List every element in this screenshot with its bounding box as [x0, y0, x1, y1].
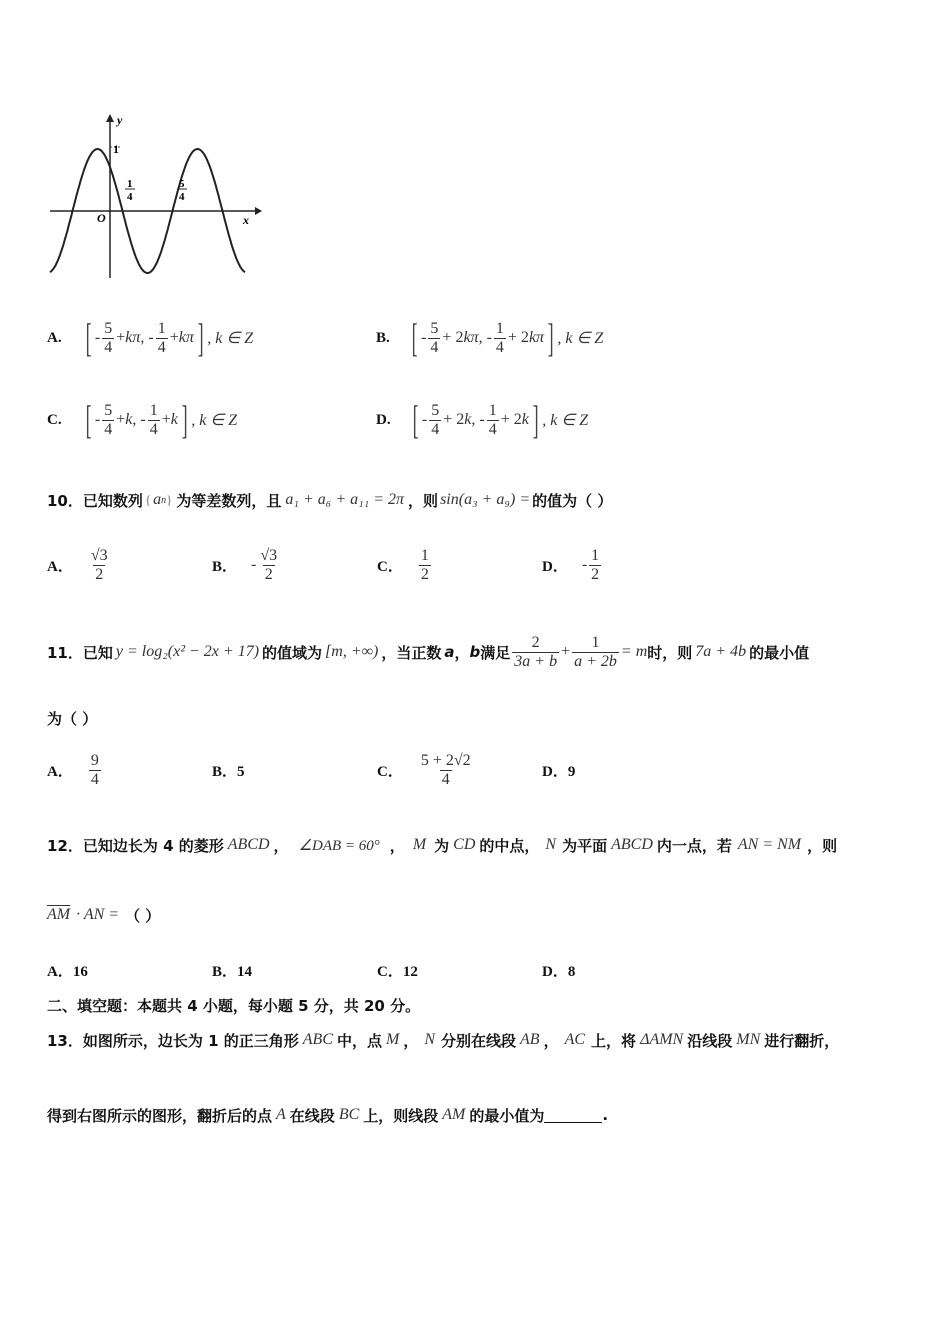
q13-text: 上，将	[591, 1031, 637, 1050]
fraction: $\frac{5}{4}$	[104, 401, 113, 438]
q9-option-a[interactable]: A. [ - $\frac{5}{4}$ + kπ , - $\frac{1}{4}$ + kπ ] , k ∈ Z	[47, 315, 254, 360]
q11-sep: ，	[454, 643, 470, 662]
plane-label: ABCD	[611, 836, 653, 853]
k-in-z: , k ∈ Z	[207, 330, 254, 347]
sine-graph	[40, 110, 270, 285]
option-label: A．	[47, 763, 73, 780]
q11-text: 为（ ）	[47, 710, 98, 728]
segment-ac: AC	[564, 1031, 586, 1048]
origin-label: O	[97, 211, 106, 225]
q10-text: 的值为（ ）	[532, 491, 613, 510]
q13-text: 13．如图所示，边长为 1 的正三角形	[47, 1031, 299, 1050]
var-b: b	[469, 643, 481, 661]
bracket: ]	[547, 315, 554, 360]
option-label: A．16	[47, 963, 88, 980]
q12-option-a[interactable]	[47, 960, 88, 980]
q10-stem: 10．已知数列 { a n } 为等差数列，且 a₁ + a₆ + a₁₁ = 2π ，则 sin(a₃ + a₉) = 的值为（ ）	[47, 491, 613, 510]
point-a: A	[276, 1106, 286, 1123]
bracket: [	[85, 315, 92, 360]
q12-text: 为平面	[562, 836, 608, 855]
option-label: B.	[376, 329, 390, 346]
q11-text: 的值域为	[262, 643, 323, 662]
y-axis-arrow	[106, 114, 114, 122]
point-m: M	[412, 836, 427, 853]
q11-option-d[interactable]	[542, 745, 575, 795]
segment-ab: AB	[520, 1031, 540, 1048]
bracket: [	[411, 315, 418, 360]
q13-text: 上，则线段	[363, 1106, 439, 1125]
fraction: $\frac{1}{4}$	[495, 319, 504, 356]
option-label: C．	[377, 763, 403, 780]
q11-function: y = log₂(x² − 2x + 17)	[115, 643, 260, 660]
q13-text: 在线段	[289, 1106, 335, 1125]
angle-condition: ∠DAB = 60°	[298, 837, 380, 854]
q13-stem-line2	[47, 1095, 608, 1135]
q12-dot-product	[47, 900, 160, 930]
triangle-amn: ΔAMN	[640, 1031, 684, 1048]
q10-option-c[interactable]	[377, 540, 433, 590]
q12-text: 的中点，	[479, 836, 540, 855]
tick-five-quarter-den: 4	[179, 191, 185, 203]
q12-option-b[interactable]	[212, 960, 252, 980]
q11-text: ，当正数	[381, 643, 442, 662]
q11-option-b[interactable]	[212, 745, 245, 795]
sequence-symbol: a	[153, 491, 162, 508]
dot-expression: · AN =	[76, 906, 120, 923]
q12-condition: AN = NM	[737, 836, 802, 853]
q11-option-c[interactable]	[377, 745, 475, 795]
segment-mn: MN	[736, 1031, 761, 1048]
q12-text: （ ）	[125, 906, 161, 925]
bracket: [	[85, 397, 92, 442]
q11-stem: 11．已知 y = log₂(x² − 2x + 17) 的值域为 [m, +∞) ，当正数 a ， b 满足 $\frac{2}{3a + b}$ + $\frac{1}{a + 2b}$ = m 时，则 7a + 4b 的最小值	[47, 633, 810, 670]
option-label: B．	[212, 558, 238, 575]
fraction: $\frac{5}{4}$	[431, 401, 440, 438]
var-a: a	[444, 643, 455, 661]
fraction: $\frac{2}{3a + b}$	[514, 633, 558, 670]
option-label: D．8	[542, 963, 576, 980]
q10-expression: sin(a₃ + a₉) =	[440, 491, 531, 508]
bracket: ]	[532, 397, 539, 442]
q13-text: 中，点	[336, 1031, 382, 1050]
q12-text: 内一点，若	[656, 836, 732, 855]
q11-target: 7a + 4b	[695, 643, 747, 660]
fraction: $\frac{1}{4}$	[157, 319, 166, 356]
option-label: A.	[47, 329, 62, 346]
fraction: $\frac{1}{2}$	[420, 546, 429, 583]
bracket: ]	[181, 397, 188, 442]
option-label: D．	[542, 558, 568, 575]
fraction: $\frac{9}{4}$	[90, 751, 99, 788]
y-axis-label: y	[117, 113, 123, 127]
q11-text: 11．已知	[47, 643, 113, 662]
vector-am: $\overline{AM}$	[47, 906, 71, 923]
segment-am: AM	[442, 1106, 466, 1123]
q10-option-a[interactable]	[47, 540, 112, 590]
q11-text: 满足	[480, 643, 511, 662]
q13-text: 的最小值为	[469, 1106, 545, 1125]
fraction: $\frac{√3}{2}$	[260, 546, 278, 583]
option-label: D．9	[542, 763, 576, 780]
q9-option-c[interactable]: C. [ - $\frac{5}{4}$ + k , - $\frac{1}{4}$ + k ] , k ∈ Z	[47, 397, 238, 442]
q11-option-a[interactable]	[47, 745, 103, 795]
q12-option-d[interactable]	[542, 960, 575, 980]
bracket: [	[412, 397, 419, 442]
q13-text: 得到右图所示的图形，翻折后的点	[47, 1106, 273, 1125]
tick-quarter-den: 4	[127, 191, 133, 203]
point-n: N	[545, 836, 557, 853]
q9-option-d[interactable]: D. [ - $\frac{5}{4}$ + 2 k , - $\frac{1}{4}$ + 2 k ] , k ∈ Z	[376, 397, 589, 442]
q12-sep: ，	[389, 836, 405, 855]
fraction: $\frac{1}{4}$	[149, 401, 158, 438]
section-heading: 二、填空题：本题共 4 小题，每小题 5 分，共 20 分。	[47, 997, 421, 1015]
q13-stem-line1: 13．如图所示，边长为 1 的正三角形 ABC 中，点 M ， N 分别在线段 AB ， AC 上，将 ΔAMN 沿线段 MN 进行翻折，	[47, 1031, 840, 1050]
rhombus-label: ABCD	[227, 836, 270, 853]
segment-bc: BC	[338, 1106, 360, 1123]
q10-option-d[interactable]: D． - $\frac{1}{2}$	[542, 546, 600, 583]
x-axis-arrow	[255, 207, 262, 215]
k-in-z: , k ∈ Z	[191, 412, 238, 429]
fraction: $\frac{1}{4}$	[488, 401, 497, 438]
point-n: N	[424, 1031, 436, 1048]
option-label: B．14	[212, 963, 253, 980]
tick-quarter-num: 1	[127, 178, 133, 190]
option-label: C.	[47, 411, 62, 428]
q12-sep: ，	[273, 836, 289, 855]
q10-condition: a₁ + a₆ + a₁₁ = 2π	[285, 491, 405, 508]
q13-text: 进行翻折，	[764, 1031, 840, 1050]
q11-text: 时，则	[647, 643, 693, 662]
option-label: B．5	[212, 763, 245, 780]
answer-blank[interactable]	[544, 1108, 602, 1123]
q12-text: ，则	[807, 836, 838, 855]
x-axis-label: x	[243, 213, 249, 227]
point-m: M	[386, 1031, 400, 1048]
q11-range: [m, +∞)	[325, 643, 379, 660]
q13-text: 分别在线段	[441, 1031, 517, 1050]
option-label: D.	[376, 411, 391, 428]
option-label: C．12	[377, 963, 418, 980]
triangle-label: ABC	[302, 1031, 333, 1048]
q12-text: 为	[434, 836, 450, 855]
fraction: $\frac{5}{4}$	[430, 319, 439, 356]
fraction: $\frac{√3}{2}$	[90, 546, 108, 583]
fraction: $\frac{5}{4}$	[104, 319, 113, 356]
q10-text: 10．已知数列	[47, 491, 143, 510]
bracket: ]	[197, 315, 204, 360]
q11-text: 的最小值	[749, 643, 810, 662]
q12-option-c[interactable]	[377, 960, 418, 980]
q10-text: 为等差数列，且	[176, 491, 282, 510]
fraction: $\frac{1}{a + 2b}$	[574, 633, 617, 670]
k-in-z: , k ∈ Z	[542, 412, 589, 429]
q10-option-b[interactable]: B． - $\frac{√3}{2}$	[212, 546, 278, 583]
k-in-z: , k ∈ Z	[557, 330, 604, 347]
fraction: $\frac{1}{2}$	[591, 546, 600, 583]
q10-text: ，则	[408, 491, 439, 510]
q9-option-b[interactable]: B. [ - $\frac{5}{4}$ + 2 kπ , - $\frac{1}{4}$ + 2 kπ ] , k ∈ Z	[376, 315, 604, 360]
fraction: $\frac{5 + 2√2}{4}$	[420, 751, 471, 788]
tick-five-quarter-num: 5	[179, 178, 185, 190]
q12-stem	[47, 825, 837, 865]
option-label: A．	[47, 558, 73, 575]
option-label: C．	[377, 558, 403, 575]
segment-cd: CD	[453, 836, 476, 853]
q13-text: 沿线段	[687, 1031, 733, 1050]
y-tick-one: 1	[113, 142, 119, 156]
q12-text: 12．已知边长为 4 的菱形	[47, 836, 224, 855]
q13-text: .	[602, 1106, 609, 1124]
